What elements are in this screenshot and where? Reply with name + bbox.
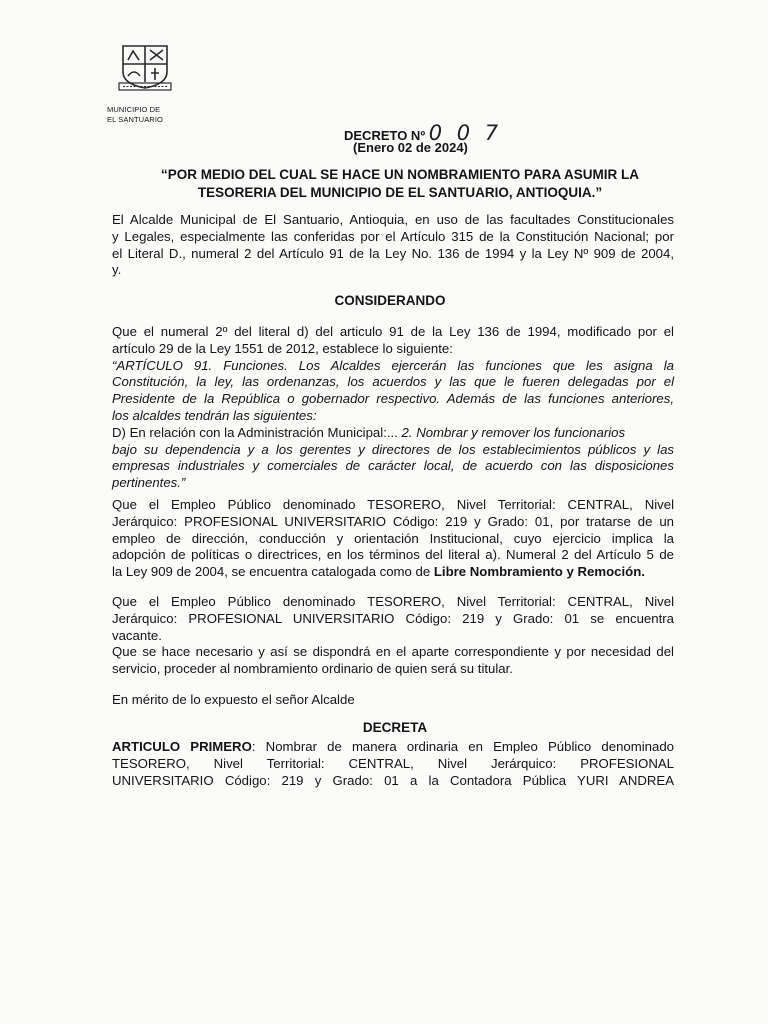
municipality-label: [107, 105, 163, 125]
intro-line: y Legales, especialmente las conferidas por el Artículo 315 de la Constitución Nacional; por: [112, 228, 674, 244]
d-clause-line: [112, 425, 674, 442]
quote-line: bajo su dependencia y a los gerentes y directores de los establecimientos públicos y las: [112, 441, 674, 457]
article-line: [112, 739, 674, 756]
paragraph-line: Jerárquico: PROFESIONAL UNIVERSITARIO Código: 219 y Grado: 01, por tratarse de un: [112, 513, 674, 529]
paragraph-line: Que el numeral 2º del literal d) del articulo 91 de la Ley 136 de 1994, modificado por el: [112, 324, 674, 339]
municipality-line2: EL SANTUARIO: [107, 115, 163, 124]
title-line1: “POR MEDIO DEL CUAL SE HACE UN NOMBRAMIENTO PARA ASUMIR LA: [160, 167, 640, 182]
decreta-heading: DECRETA: [362, 720, 428, 735]
quote-line: pertinentes.”: [112, 475, 186, 491]
intro-line: el Literal D., numeral 2 del Artículo 91 de la Ley No. 136 de 1994 y la Ley Nº 909 de 2004,: [112, 245, 674, 261]
paragraph-line: artículo 29 de la Ley 1551 de 2012, establece lo siguiente:: [112, 340, 453, 356]
article-line1-rest: : Nombrar de manera ordinaria en Empleo Público denominado: [251, 739, 674, 754]
paragraph-line: Jerárquico: PROFESIONAL UNIVERSITARIO Código: 219 y Grado: 01 se encuentra: [112, 610, 674, 626]
quote-line: empresas industriales y comerciales de carácter local, de acuerdo con las disposiciones: [112, 458, 674, 474]
d-clause-prefix: D) En relación con la Administración Municipal:...: [112, 424, 402, 440]
d-clause-italic: 2. Nombrar y remover los funcionarios: [401, 424, 626, 440]
intro-paragraph: [112, 212, 674, 279]
paragraph-line: adopción de políticas o directrices, en los términos del literal a). Numeral 2 del Artículo 5 de: [112, 547, 674, 563]
paragraph-line: vacante.: [112, 627, 162, 643]
paragraph-line: Que el Empleo Público denominado TESORERO, Nivel Territorial: CENTRAL, Nivel: [112, 497, 674, 512]
considerando-paragraph-3: [112, 594, 674, 678]
article-line: TESORERO, Nivel Territorial: CENTRAL, Nivel Jerárquico: PROFESIONAL: [112, 755, 674, 771]
paragraph-line: empleo de dirección, conducción y orientación Institucional, cuyo ejercicio implica la: [112, 530, 674, 546]
merit-line: En mérito de lo expuesto el señor Alcalde: [112, 692, 355, 707]
paragraph-line: Que el Empleo Público denominado TESORERO, Nivel Territorial: CENTRAL, Nivel: [112, 594, 674, 609]
considerando-heading: CONSIDERANDO: [334, 293, 446, 308]
decree-title: [100, 166, 700, 202]
quote-line: Constitución, la ley, las ordenanzas, los acuerdos y las que le fueren delegadas por el: [112, 374, 674, 390]
paragraph-line: [112, 564, 674, 581]
intro-line: El Alcalde Municipal de El Santuario, Antioquia, en uso de las facultades Constitucionales: [112, 212, 674, 227]
paragraph-line: Que se hace necesario y así se dispondrá en el aparte correspondiente y por necesidad del: [112, 644, 674, 660]
article-primero: [112, 739, 674, 789]
title-line2: TESORERIA DEL MUNICIPIO DE EL SANTUARIO, ANTIOQUIA.”: [197, 185, 603, 200]
considerando-paragraph-2: [112, 497, 674, 581]
p2-last-bold: Libre Nombramiento y Remoción.: [433, 564, 645, 580]
municipal-coat-of-arms-icon: [113, 42, 177, 92]
article-line: UNIVERSITARIO Código: 219 y Grado: 01 a la Contadora Pública YURI ANDREA: [112, 772, 674, 788]
considerando-paragraph-1: [112, 324, 674, 492]
quote-line: Presidente de la República o gobernador respectivo. Además de las funciones anteriores,: [112, 391, 674, 407]
paragraph-line: servicio, proceder al nombramiento ordinario de quien será su titular.: [112, 661, 513, 677]
decree-label: DECRETO Nº: [344, 128, 426, 143]
article-label: ARTICULO PRIMERO: [112, 739, 252, 754]
quote-line: los alcaldes tendrán las siguientes:: [112, 407, 317, 423]
intro-line: y.: [112, 262, 122, 278]
municipality-line1: MUNICIPIO DE: [107, 105, 161, 114]
p2-last-prefix: la Ley 909 de 2004, se encuentra catalogada como de: [112, 564, 434, 580]
decree-number: 0 0 7: [428, 121, 503, 145]
decree-date: (Enero 02 de 2024): [353, 140, 468, 155]
quote-line: “ARTÍCULO 91. Funciones. Los Alcaldes ejercerán las funciones que les asigna la: [112, 357, 674, 373]
